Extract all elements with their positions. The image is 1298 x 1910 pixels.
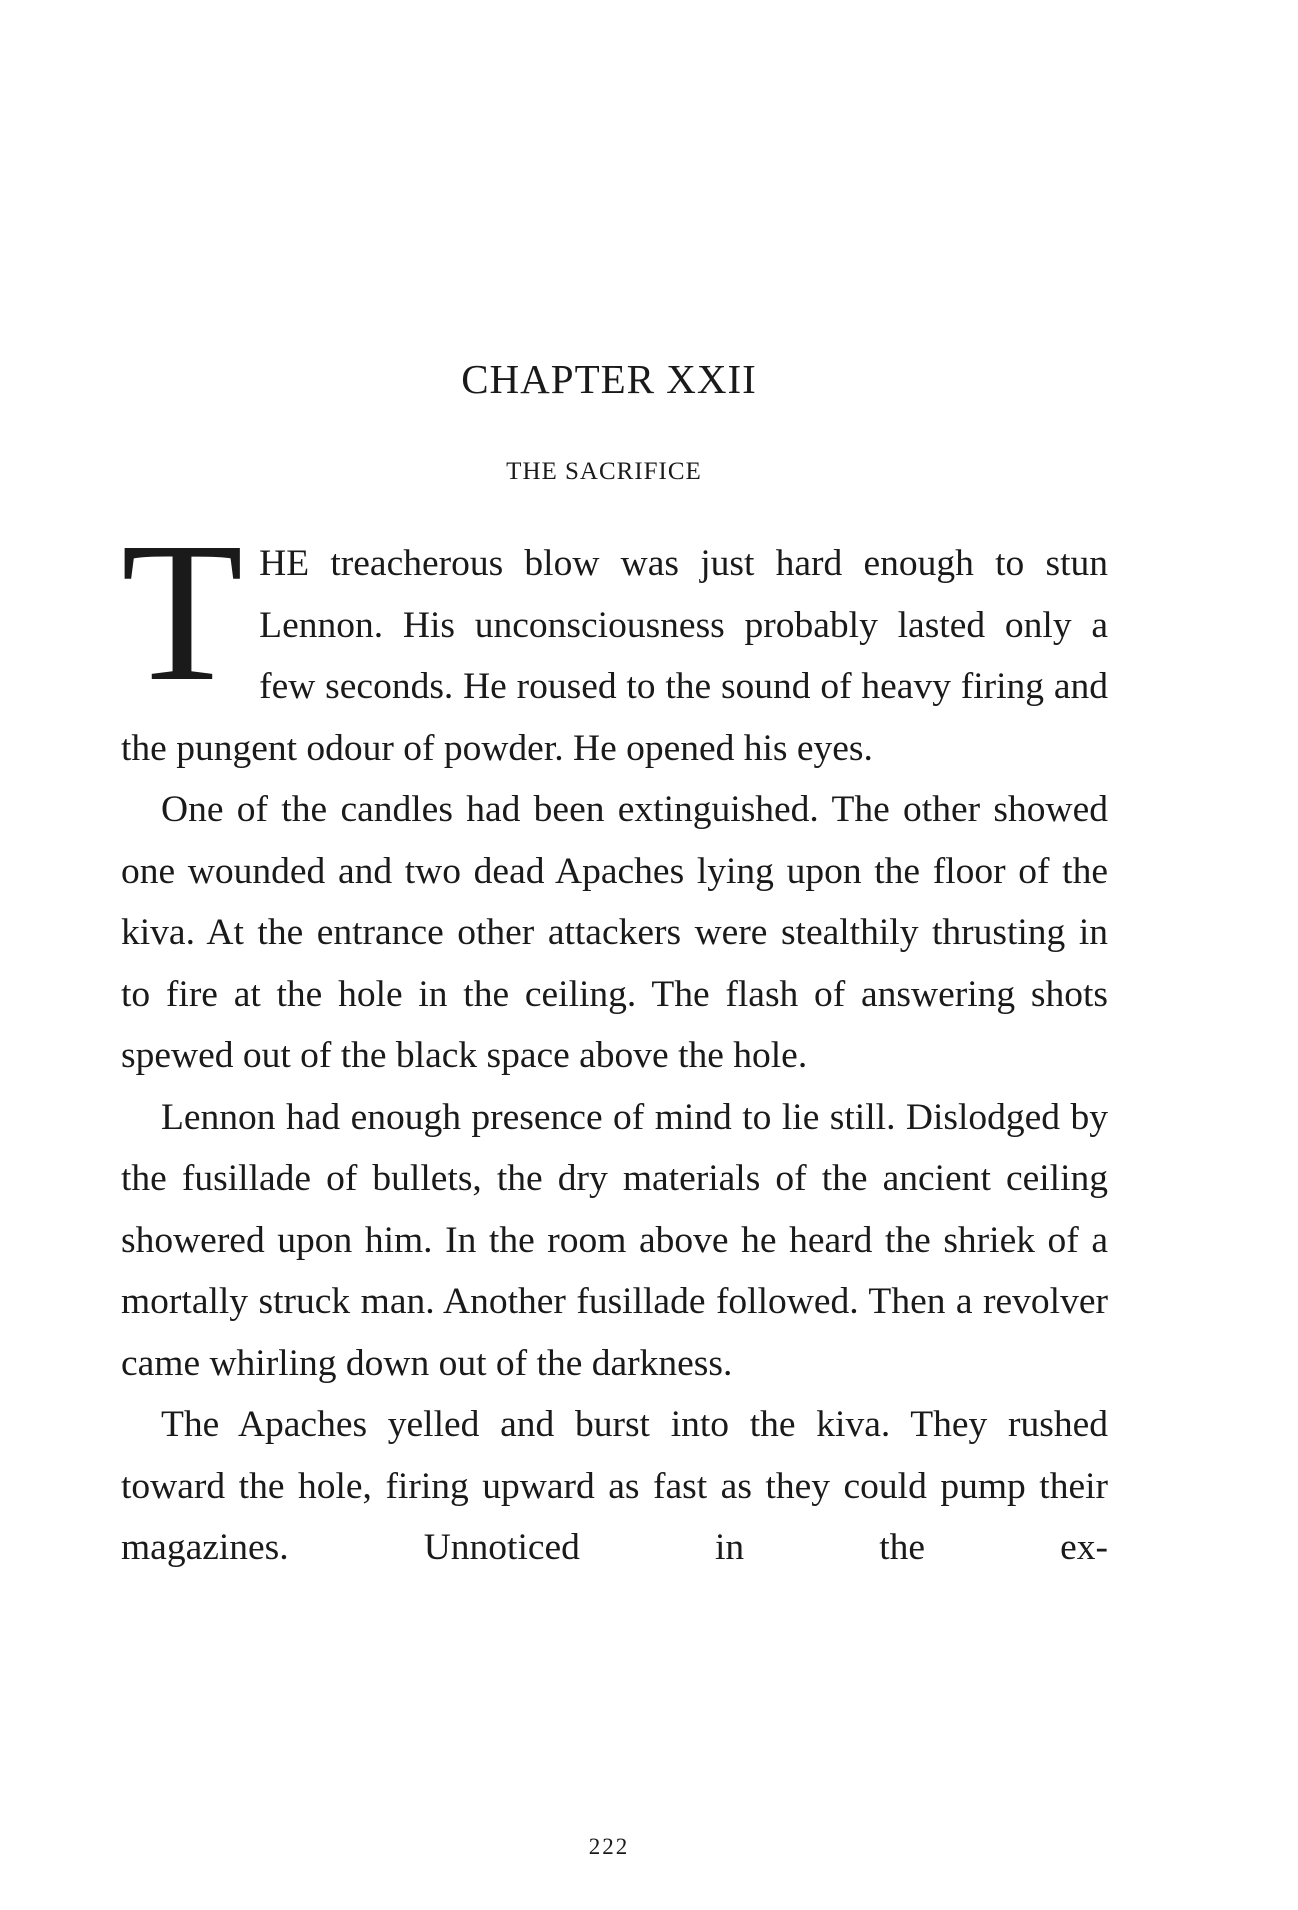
body-text [121,502,1108,1579]
drop-cap: T [121,502,244,723]
page-number: 222 [588,1834,630,1859]
chapter-heading: CHAPTER XXII [461,356,757,402]
paragraph-3: Lennon had enough presence of mind to lie still. Dislodged by the fusillade of bullets, the dry materials of the ancient ceiling showered upon him. In the room above he heard the shriek of a mortally struck man. Another fusillade followed. Then a revolver came whirling down out of the darkness. [121,1096,1108,1384]
paragraph-4: The Apaches yelled and burst into the kiva. They rushed toward the hole, firing upward as fast as they could pump their magazines. Unnoticed in the ex- [121,1404,1108,1568]
paragraph-2: One of the candles had been extinguished. The other showed one wounded and two dead Apaches lying upon the floor of the kiva. At the entrance other attackers were stealthily thrusting in to fire at the hole in the ceiling. The flash of answering shots spewed out of the black space above the hole. [121,789,1108,1076]
paragraph-1 [121,502,1108,779]
paragraph-1-text: HE treacherous blow was just hard enough to stun Lennon. His unconsciousness probably lasted only a few seconds. He roused to the sound of heavy firing and the pungent odour of powder. He opened his eyes. [121,543,1108,769]
chapter-subtitle: THE SACRIFICE [506,458,702,485]
